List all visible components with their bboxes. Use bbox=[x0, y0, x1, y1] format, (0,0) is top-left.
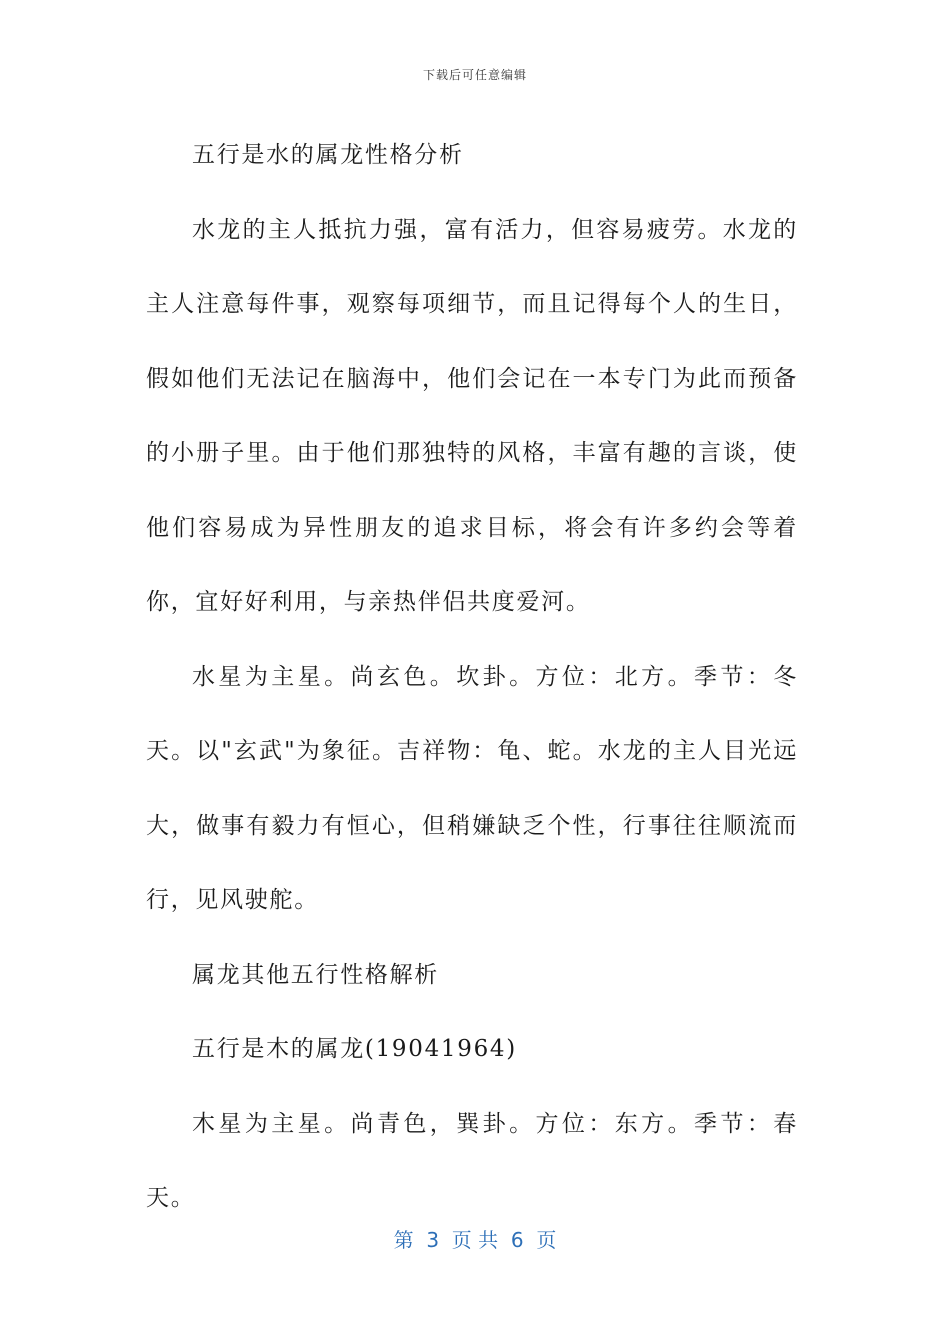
paragraph-water-dragon-personality: 水龙的主人抵抗力强，富有活力，但容易疲劳。水龙的主人注意每件事，观察每项细节，而且记得每个人的生日，假如他们无法记在脑海中，他们会记在一本专门为此而预备的小册子里。由于他们那独特的风格，丰富有趣的言谈，使他们容易成为异性朋友的追求目标，将会有许多约会等着你，宜好好利用，与亲热伴侣共度爱河。 bbox=[146, 216, 798, 615]
section-heading-other-elements: 属龙其他五行性格解析 bbox=[192, 961, 439, 988]
document-body bbox=[146, 118, 798, 1236]
section-heading-water-dragon: 五行是水的属龙性格分析 bbox=[192, 142, 464, 168]
section-heading-wood-dragon: 五行是木的属龙(19041964) bbox=[192, 1036, 517, 1062]
page-number-footer: 第 3 页 共 6 页 bbox=[393, 1228, 557, 1252]
paragraph-water-star: 水星为主星。尚玄色。坎卦。方位：北方。季节：冬天。以"玄武"为象征。吉祥物：龟、蛇。水龙的主人目光远大，做事有毅力有恒心，但稍嫌缺乏个性，行事往往顺流而行，见风驶舵。 bbox=[146, 663, 798, 913]
paragraph-wood-star: 木星为主星。尚青色，巽卦。方位：东方。季节：春天。 bbox=[146, 1110, 798, 1211]
page-header: 下载后可任意编辑 bbox=[422, 68, 527, 82]
